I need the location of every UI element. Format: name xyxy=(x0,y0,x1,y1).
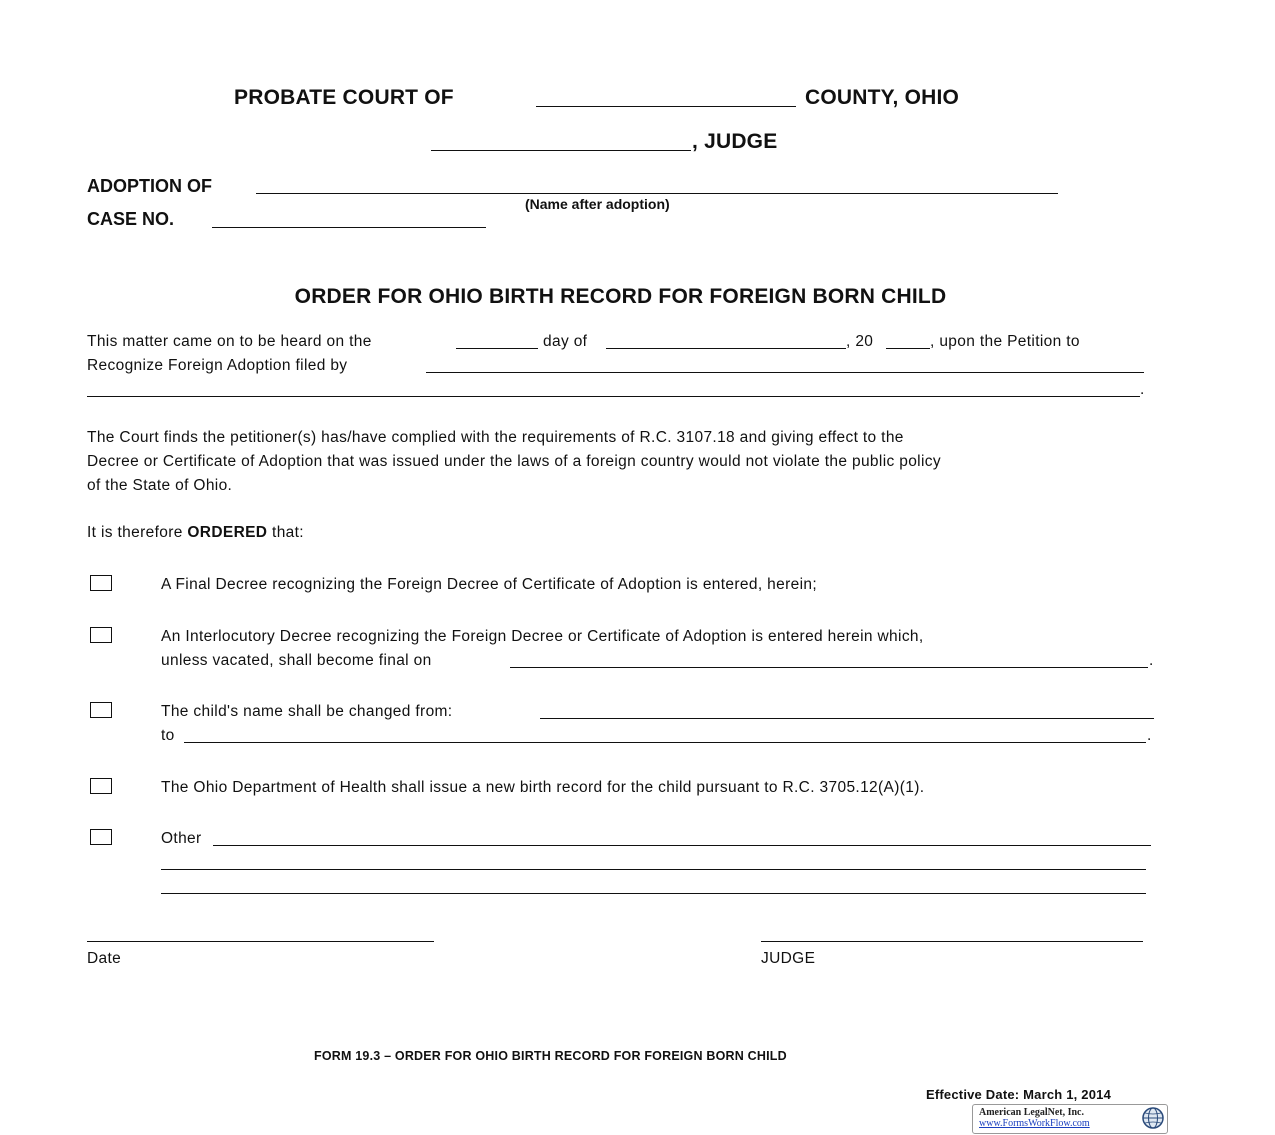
p2-line2: Decree or Certificate of Adoption that was issued under the laws of a foreign country would not violate the public policy xyxy=(87,453,941,470)
new-name-field[interactable] xyxy=(184,742,1146,743)
ordered-bold: ORDERED xyxy=(187,524,268,541)
p1-text-a: This matter came on to be heard on the xyxy=(87,333,372,350)
case-number-label: CASE NO. xyxy=(87,209,175,229)
ordered-line xyxy=(87,521,304,545)
judge-name-field[interactable] xyxy=(431,150,691,151)
hearing-year-field[interactable] xyxy=(886,348,930,349)
form-footer-name: FORM 19.3 – ORDER FOR OHIO BIRTH RECORD FOR FOREIGN BORN CHILD xyxy=(314,1049,787,1063)
interlocutory-period: . xyxy=(1149,652,1154,669)
hearing-day-field[interactable] xyxy=(456,348,538,349)
logo-company-name: American LegalNet, Inc. xyxy=(979,1107,1084,1118)
p1-period: . xyxy=(1140,381,1145,398)
health-dept-checkbox[interactable] xyxy=(90,778,112,794)
other-field-1[interactable] xyxy=(213,845,1151,846)
county-name-field[interactable] xyxy=(536,106,796,107)
form-title: ORDER FOR OHIO BIRTH RECORD FOR FOREIGN BORN CHILD xyxy=(294,285,947,308)
effective-date: Effective Date: March 1, 2014 xyxy=(926,1087,1111,1102)
judge-suffix: , JUDGE xyxy=(692,130,778,153)
name-change-text-1: The child's name shall be changed from: xyxy=(161,703,453,720)
adoption-name-field[interactable] xyxy=(256,193,1058,194)
court-prefix: PROBATE COURT OF xyxy=(234,86,454,109)
interlocutory-text-1: An Interlocutory Decree recognizing the Foreign Decree or Certificate of Adoption is entered herein which, xyxy=(161,628,924,645)
p1-line2: Recognize Foreign Adoption filed by xyxy=(87,357,348,374)
globe-icon xyxy=(1141,1106,1165,1130)
date-label: Date xyxy=(87,950,122,967)
p1-text-c: , 20 xyxy=(846,333,874,350)
p2-line1: The Court finds the petitioner(s) has/have complied with the requirements of R.C. 3107.18 and giving effect to the xyxy=(87,429,904,446)
name-change-text-2: to xyxy=(161,727,175,744)
american-legalnet-logo[interactable] xyxy=(972,1104,1168,1134)
hearing-month-field[interactable] xyxy=(606,348,846,349)
health-dept-text: The Ohio Department of Health shall issue a new birth record for the child pursuant to R.C. 3705.12(A)(1). xyxy=(161,779,925,796)
former-name-field[interactable] xyxy=(540,718,1154,719)
court-suffix: COUNTY, OHIO xyxy=(805,86,960,109)
final-decree-checkbox[interactable] xyxy=(90,575,112,591)
case-number-field[interactable] xyxy=(212,227,486,228)
judge-signature-line[interactable] xyxy=(761,941,1143,942)
interlocutory-text-2: unless vacated, shall become final on xyxy=(161,652,432,669)
other-field-2[interactable] xyxy=(161,869,1146,870)
petitioner-field-2[interactable] xyxy=(87,396,1140,397)
other-text: Other xyxy=(161,830,202,847)
other-field-3[interactable] xyxy=(161,893,1146,894)
final-date-field[interactable] xyxy=(510,667,1148,668)
ordered-suffix: that: xyxy=(272,524,304,541)
logo-url: www.FormsWorkFlow.com xyxy=(979,1118,1090,1129)
p1-text-d: , upon the Petition to xyxy=(930,333,1080,350)
name-change-checkbox[interactable] xyxy=(90,702,112,718)
ordered-prefix: It is therefore xyxy=(87,524,183,541)
final-decree-text: A Final Decree recognizing the Foreign Decree of Certificate of Adoption is entered, herein; xyxy=(161,576,817,593)
petitioner-field-1[interactable] xyxy=(426,372,1144,373)
adoption-label: ADOPTION OF xyxy=(87,176,212,196)
date-signature-line[interactable] xyxy=(87,941,434,942)
p2-line3: of the State of Ohio. xyxy=(87,477,233,494)
other-checkbox[interactable] xyxy=(90,829,112,845)
name-after-adoption-note: (Name after adoption) xyxy=(525,196,670,212)
name-change-period: . xyxy=(1147,727,1152,744)
judge-label: JUDGE xyxy=(761,950,816,967)
interlocutory-decree-checkbox[interactable] xyxy=(90,627,112,643)
p1-text-b: day of xyxy=(543,333,588,350)
